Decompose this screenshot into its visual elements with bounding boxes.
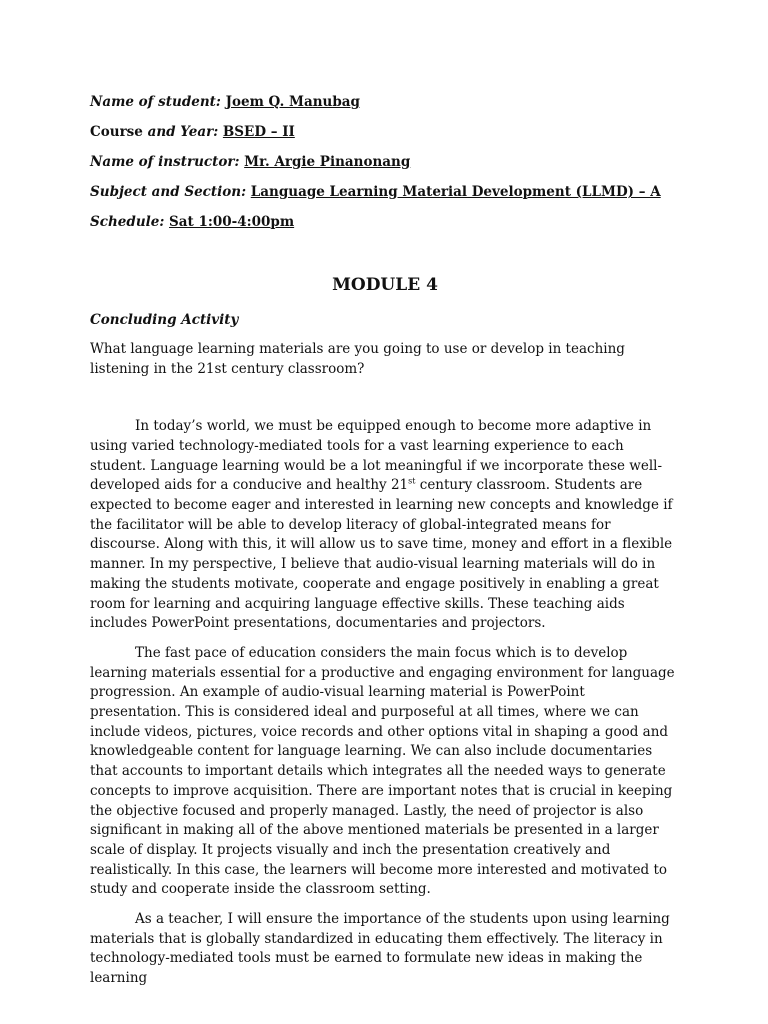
schedule-line [90, 212, 680, 232]
course-year-value: BSED – II [222, 124, 295, 140]
body-paragraph-2: The fast pace of education considers the main focus which is to develop learning materials essential for a productive and engaging environment for language progression. An example of audio-visual learning material is PowerPoint presentation. This is considered ideal and purposeful at all times, where we can include videos, pictures, voice records and other options vital in shaping a good and knowledgeable content for language learning. We can also include documentaries that accounts to important details which integrates all the needed ways to generate concepts to improve acquisition. There are important notes that is crucial in keeping the objective focused and properly managed. Lastly, the need of projector is also significant in making all of the above mentioned materials be presented in a larger scale of display. It projects visually and inch the presentation creatively and realistically. In this case, the learners will become more interested and motivated to study and cooperate inside the classroom setting. [90, 644, 675, 898]
year-label: and Year: [142, 124, 219, 140]
module-title: MODULE 4 [332, 275, 438, 295]
student-name-value: Joem Q. Manubag [225, 94, 360, 110]
subject-section-value: Language Learning Material Development (LLMD) – A [250, 184, 661, 200]
paragraph-1-text-a: In today’s world, we must be equipped enough to become more adaptive in using varied technology-mediated tools for a vast learning experience to each student. Language learning would be a lot meaningful if we incorporate these well-developed aids for a conducive and healthy 21 [90, 418, 663, 494]
body-paragraph-1 [90, 417, 680, 634]
instructor-value: Mr. Argie Pinanonang [244, 154, 411, 170]
course-year-line [90, 122, 680, 142]
subject-section-label: Subject and Section: [90, 184, 247, 200]
student-name-label: Name of student: [90, 94, 221, 110]
ordinal-superscript: st [408, 476, 416, 486]
instructor-line [90, 152, 680, 172]
paragraph-1-text-b: century classroom. Students are expected to become eager and interested in learning new concepts and knowledge if the facilitator will be able to develop literacy of global-integrated means for discourse. Along with this, it will allow us to save time, money and effort in a flexible manner. In my perspective, I believe that audio-visual learning materials will do in making the students motivate, cooperate and engage positively in enabling a great room for learning and acquiring language effective skills. These teaching aids includes PowerPoint presentations, documentaries and projectors. [90, 477, 673, 632]
schedule-value: Sat 1:00-4:00pm [169, 214, 295, 230]
instructor-label: Name of instructor: [90, 154, 240, 170]
schedule-label: Schedule: [90, 214, 165, 230]
course-label: Course [90, 124, 143, 140]
body-paragraph-3: As a teacher, I will ensure the importance of the students upon using learning materials that is globally standardized in educating them effectively. The literacy in technology-mediated tools must be earned to formulate new ideas in making the learning [90, 911, 670, 987]
activity-question: What language learning materials are you going to use or develop in teaching listening in the 21st century classroom? [90, 341, 625, 377]
document-page [90, 92, 680, 989]
subject-section-line [90, 182, 680, 202]
student-name-line [90, 92, 680, 112]
section-heading: Concluding Activity [90, 312, 239, 328]
